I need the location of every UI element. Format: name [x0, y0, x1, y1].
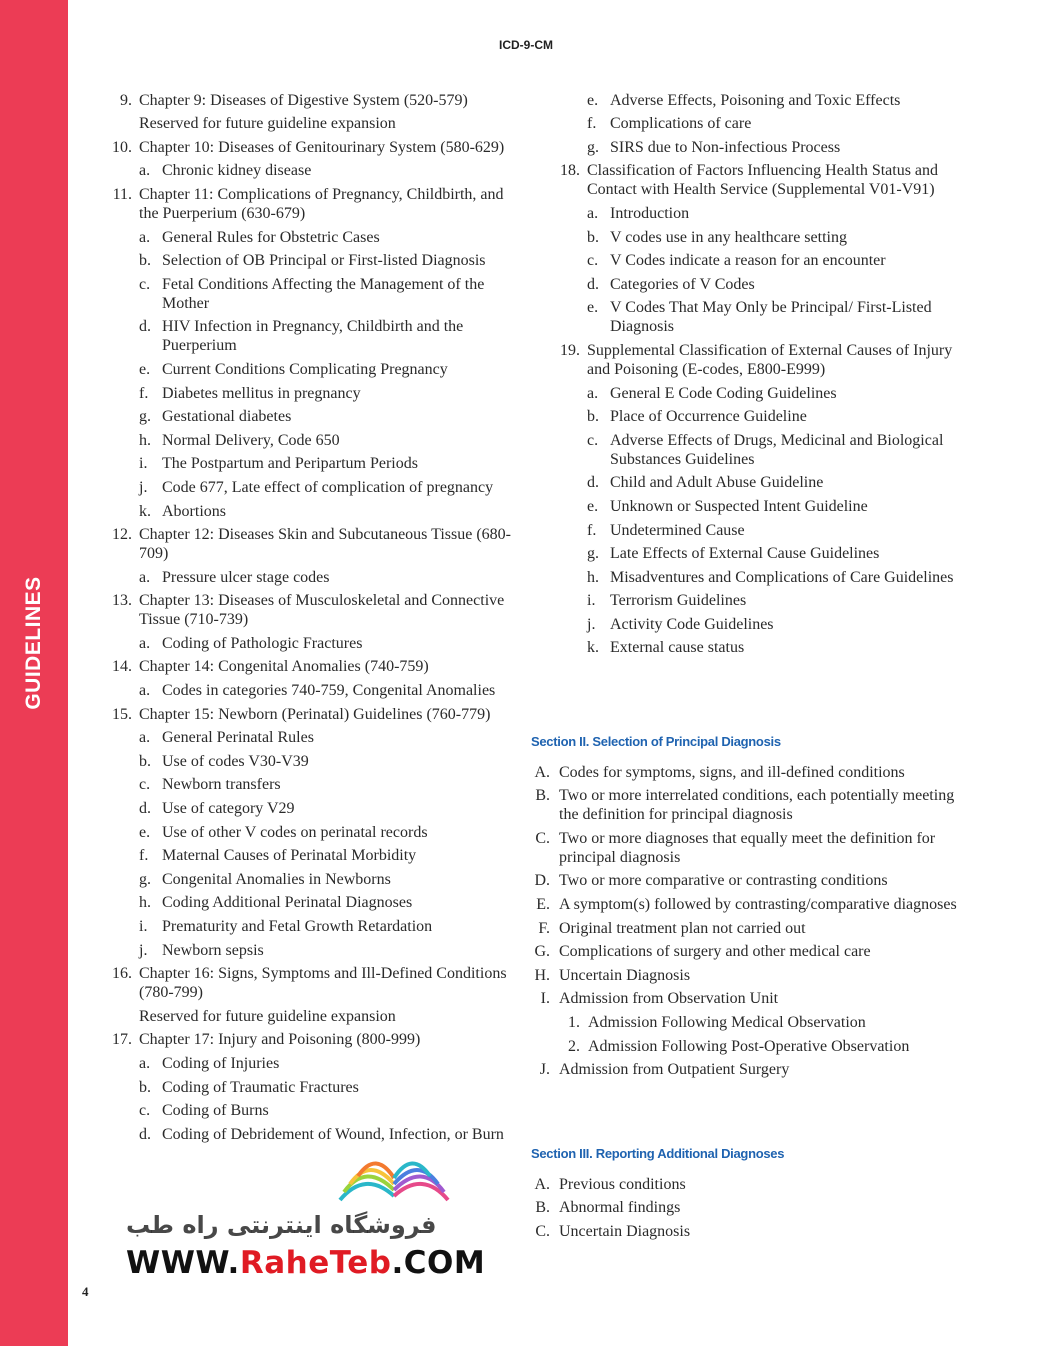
item-text: V codes use in any healthcare setting — [610, 228, 847, 246]
sub-item-6-6 — [106, 870, 516, 889]
item-text: Admission from Outpatient Surgery — [559, 1061, 790, 1079]
section-item-2 — [528, 829, 968, 867]
sub-item-2-7 — [106, 431, 516, 450]
sub-item-4-10 — [554, 638, 964, 657]
sub-item-2-6 — [106, 407, 516, 426]
item-text: Unknown or Suspected Intent Guideline — [610, 497, 868, 515]
item-text: Supplemental Classification of External Causes of Injury and Poisoning (E-codes, E800-E999) — [587, 341, 953, 378]
item-letter: H. — [534, 966, 550, 984]
item-number: c. — [587, 252, 599, 270]
item-number: g. — [587, 138, 599, 156]
item-letter: G. — [534, 943, 550, 961]
item-letter: F. — [538, 919, 550, 937]
watermark-url[interactable] — [126, 1245, 485, 1281]
item-text: Chapter 14: Congenital Anomalies (740-759) — [139, 658, 429, 676]
item-number: f. — [139, 384, 149, 402]
item-number: a. — [139, 1054, 151, 1072]
item-number: f. — [139, 847, 149, 865]
sub-item-2-9 — [106, 478, 516, 497]
sub-item-4-2 — [554, 431, 964, 469]
item-number: k. — [587, 639, 599, 657]
item-text: Coding of Debridement of Wound, Infection, or Burn — [162, 1125, 504, 1143]
item-number: e. — [587, 497, 599, 515]
item-number: g. — [139, 408, 151, 426]
item-number: b. — [587, 408, 599, 426]
sub-item-2-0 — [106, 228, 516, 247]
section-item-1 — [528, 1198, 968, 1217]
item-text: Selection of OB Principal or First-listed Diagnosis — [162, 252, 486, 270]
item-number: j. — [587, 615, 596, 633]
item-text: Use of other V codes on perinatal records — [162, 823, 428, 841]
item-number: 15. — [112, 705, 132, 723]
sub-item-4-7 — [554, 568, 964, 587]
item-text: Admission from Observation Unit — [559, 990, 779, 1008]
sub-item-3-3 — [554, 275, 964, 294]
section-subitem-8-1 — [528, 1037, 968, 1056]
item-text: Child and Adult Abuse Guideline — [610, 474, 824, 492]
sub-item-6-0 — [106, 728, 516, 747]
item-number: a. — [139, 228, 151, 246]
item-number: g. — [587, 545, 599, 563]
item-number: i. — [139, 455, 148, 473]
item-text: Chapter 15: Newborn (Perinatal) Guidelines (760-779) — [139, 705, 491, 723]
section-item-4 — [528, 895, 968, 914]
item-number: 2. — [568, 1037, 580, 1055]
item-text: Uncertain Diagnosis — [559, 966, 691, 984]
sub-item-6-3 — [106, 799, 516, 818]
item-text: Chapter 11: Complications of Pregnancy, Childbirth, and the Puerperium (630-679) — [139, 185, 504, 222]
item-number: 16. — [112, 965, 132, 983]
guidelines-sidebar — [0, 0, 68, 1346]
sub-item-2-3 — [106, 317, 516, 355]
item-text: Newborn transfers — [162, 776, 281, 794]
item-text: Adverse Effects, Poisoning and Toxic Effects — [610, 91, 901, 109]
right-column — [554, 86, 964, 657]
left-column — [106, 86, 516, 1144]
item-text: Previous conditions — [559, 1175, 686, 1193]
item-letter: J. — [539, 1061, 550, 1079]
sub-item-4-0 — [106, 634, 516, 653]
section-item-8 — [528, 989, 968, 1008]
item-number: a. — [139, 162, 151, 180]
item-number: 10. — [112, 138, 132, 156]
chapter-note: Reserved for future guideline expansion — [139, 115, 396, 133]
section-item-2 — [528, 1222, 968, 1241]
sub-item-2-10 — [106, 502, 516, 521]
item-text: Two or more comparative or contrasting conditions — [559, 872, 888, 890]
item-text: Chapter 13: Diseases of Musculoskeletal and Connective Tissue (710-739) — [139, 592, 505, 629]
sub-item-2-8 — [106, 454, 516, 473]
section-item-6 — [528, 942, 968, 961]
item-number: 13. — [112, 592, 132, 610]
item-text: Chapter 12: Diseases Skin and Subcutaneous Tissue (680-709) — [139, 526, 511, 563]
item-text: A symptom(s) followed by contrasting/comparative diagnoses — [559, 895, 957, 913]
item-text: Late Effects of External Cause Guidelines — [610, 545, 880, 563]
item-text: Introduction — [610, 204, 690, 222]
section-item-1 — [528, 786, 968, 824]
item-text: SIRS due to Non-infectious Process — [610, 138, 841, 156]
item-text: Current Conditions Complicating Pregnancy — [162, 360, 448, 378]
section-3-title: Section III. Reporting Additional Diagnoses — [531, 1146, 785, 1161]
section-item-3 — [528, 871, 968, 890]
item-number: e. — [587, 299, 599, 317]
item-number: d. — [139, 1125, 151, 1143]
item-text: V Codes indicate a reason for an encounter — [610, 252, 886, 270]
item-letter: B. — [535, 1199, 550, 1217]
item-text: Codes in categories 740-759, Congenital Anomalies — [162, 682, 496, 700]
item-text: Complications of care — [610, 115, 752, 133]
item-text: Chapter 9: Diseases of Digestive System (520-579) — [139, 91, 468, 109]
chapter-item-1 — [106, 138, 516, 157]
chapter-note: Reserved for future guideline expansion — [139, 1007, 396, 1025]
item-text: Misadventures and Complications of Care Guidelines — [610, 568, 954, 586]
item-number: a. — [587, 204, 599, 222]
chapter-item-4 — [554, 341, 964, 379]
item-text: Normal Delivery, Code 650 — [162, 431, 340, 449]
item-number: k. — [139, 502, 151, 520]
item-number: 12. — [112, 526, 132, 544]
book-logo-icon — [330, 1148, 460, 1208]
item-text: Coding of Burns — [162, 1102, 269, 1120]
item-number: d. — [587, 275, 599, 293]
sub-item-2 — [554, 138, 964, 157]
item-letter: A. — [534, 1175, 550, 1193]
sub-item-4-3 — [554, 473, 964, 492]
item-text: Terrorism Guidelines — [610, 592, 747, 610]
sub-item-3-0 — [554, 204, 964, 223]
item-number: d. — [139, 318, 151, 336]
sub-item-4-0 — [554, 384, 964, 403]
sub-item-0 — [554, 91, 964, 110]
chapter-item-0 — [106, 91, 516, 110]
item-text: General Perinatal Rules — [162, 729, 314, 747]
item-number: c. — [587, 431, 599, 449]
item-text: General Rules for Obstetric Cases — [162, 228, 380, 246]
item-text: Gestational diabetes — [162, 408, 292, 426]
item-number: 18. — [560, 162, 580, 180]
sub-item-8-3 — [106, 1125, 516, 1144]
item-text: Pressure ulcer stage codes — [162, 568, 330, 586]
item-text: V Codes That May Only be Principal/ First-Listed Diagnosis — [610, 299, 932, 336]
item-text: Abortions — [162, 502, 226, 520]
chapter-item-7 — [106, 964, 516, 1002]
item-text: Uncertain Diagnosis — [559, 1222, 691, 1240]
item-number: a. — [139, 682, 151, 700]
sub-item-5-0 — [106, 681, 516, 700]
item-number: e. — [139, 823, 151, 841]
item-number: 9. — [120, 91, 132, 109]
sub-item-6-2 — [106, 775, 516, 794]
item-number: 19. — [560, 341, 580, 359]
sub-item-8-1 — [106, 1078, 516, 1097]
item-text: Newborn sepsis — [162, 941, 264, 959]
sub-item-1 — [554, 114, 964, 133]
section-item-0 — [528, 1175, 968, 1194]
chapter-item-6 — [106, 705, 516, 724]
item-number: 17. — [112, 1031, 132, 1049]
item-text: Coding of Injuries — [162, 1054, 280, 1072]
item-number: d. — [139, 800, 151, 818]
item-text: Abnormal findings — [559, 1199, 681, 1217]
item-number: c. — [139, 275, 151, 293]
chapter-item-2 — [106, 185, 516, 223]
sidebar-label: GUIDELINES — [22, 576, 45, 710]
sub-item-6-7 — [106, 893, 516, 912]
item-number: i. — [139, 918, 148, 935]
section-item-0 — [528, 763, 968, 782]
item-letter: D. — [534, 872, 550, 890]
item-text: Two or more interrelated conditions, each potentially meeting the definition for principal diagnosis — [559, 787, 955, 824]
watermark-url-prefix: WWW. — [126, 1245, 240, 1281]
item-number: a. — [139, 568, 151, 586]
item-text: General E Code Coding Guidelines — [610, 384, 837, 402]
item-text: Prematurity and Fetal Growth Retardation — [162, 918, 433, 935]
chapter-item-4 — [106, 591, 516, 629]
item-text: Categories of V Codes — [610, 275, 755, 293]
item-number: 1. — [568, 1013, 580, 1031]
item-number: b. — [139, 752, 151, 770]
item-text: Place of Occurrence Guideline — [610, 408, 807, 426]
item-text: Chronic kidney disease — [162, 162, 312, 180]
chapter-item-3 — [554, 161, 964, 199]
item-text: Fetal Conditions Affecting the Management of the Mother — [162, 275, 485, 312]
item-text: Congenital Anomalies in Newborns — [162, 870, 391, 888]
sub-item-6-5 — [106, 846, 516, 865]
item-number: j. — [139, 478, 148, 496]
item-number: b. — [587, 228, 599, 246]
section-3-list — [528, 1170, 968, 1241]
chapter-item-5 — [106, 657, 516, 676]
sub-item-4-6 — [554, 544, 964, 563]
item-text: Complications of surgery and other medical care — [559, 943, 871, 961]
sub-item-4-5 — [554, 521, 964, 540]
sub-item-3-1 — [554, 228, 964, 247]
chapter-item-3 — [106, 525, 516, 563]
item-number: c. — [139, 1102, 151, 1120]
sub-item-2-1 — [106, 251, 516, 270]
watermark-url-brand: RaheTeb — [239, 1245, 392, 1281]
item-number: a. — [139, 729, 151, 747]
section-item-7 — [528, 966, 968, 985]
item-number: j. — [139, 941, 148, 959]
item-number: a. — [587, 384, 599, 402]
item-letter: C. — [535, 1222, 550, 1240]
item-number: h. — [587, 568, 599, 586]
sub-item-6-4 — [106, 823, 516, 842]
sub-item-6-1 — [106, 752, 516, 771]
sub-item-3-2 — [554, 251, 964, 270]
item-text: Undetermined Cause — [610, 521, 745, 539]
item-text: Admission Following Post-Operative Observation — [588, 1037, 910, 1055]
page-header: ICD-9-CM — [499, 38, 553, 52]
item-number: h. — [139, 431, 151, 449]
item-text: Activity Code Guidelines — [610, 615, 774, 633]
item-letter: A. — [534, 763, 550, 781]
sub-item-1-0 — [106, 161, 516, 180]
item-text: Use of codes V30-V39 — [162, 752, 309, 770]
item-text: Code 677, Late effect of complication of pregnancy — [162, 478, 494, 496]
item-letter: C. — [535, 829, 550, 847]
sub-item-4-4 — [554, 497, 964, 516]
sub-item-2-2 — [106, 275, 516, 313]
item-number: e. — [587, 91, 599, 109]
sub-item-2-5 — [106, 384, 516, 403]
item-number: a. — [139, 634, 151, 652]
chapter-item-8 — [106, 1030, 516, 1049]
item-text: External cause status — [610, 639, 745, 657]
item-text: HIV Infection in Pregnancy, Childbirth and the Puerperium — [162, 318, 464, 355]
item-number: e. — [139, 360, 151, 378]
section-2-title: Section II. Selection of Principal Diagnosis — [531, 734, 781, 749]
section-2-list — [528, 758, 968, 1079]
item-text: Chapter 10: Diseases of Genitourinary System (580-629) — [139, 138, 505, 156]
item-letter: I. — [540, 990, 550, 1008]
item-text: Chapter 16: Signs, Symptoms and Ill-Defined Conditions (780-799) — [139, 965, 507, 1002]
item-text: Codes for symptoms, signs, and ill-defined conditions — [559, 763, 905, 781]
item-letter: B. — [535, 787, 550, 805]
page-number: 4 — [82, 1284, 89, 1299]
item-number: f. — [587, 115, 597, 133]
item-number: f. — [587, 521, 597, 539]
item-text: Maternal Causes of Perinatal Morbidity — [162, 847, 417, 865]
section-item-9 — [528, 1060, 968, 1079]
section-subitem-8-0 — [528, 1013, 968, 1032]
item-text: Original treatment plan not carried out — [559, 919, 806, 937]
item-number: d. — [587, 474, 599, 492]
item-letter: E. — [536, 895, 550, 913]
item-text: Chapter 17: Injury and Poisoning (800-999) — [139, 1031, 421, 1049]
item-text: Diabetes mellitus in pregnancy — [162, 384, 361, 402]
item-text: Coding of Pathologic Fractures — [162, 634, 363, 652]
item-text: Use of category V29 — [162, 800, 295, 818]
item-number: i. — [587, 592, 596, 610]
item-number: b. — [139, 1078, 151, 1096]
item-text: Two or more diagnoses that equally meet the definition for principal diagnosis — [559, 829, 936, 866]
item-text: Classification of Factors Influencing Health Status and Contact with Health Service (Supplemental V01-V91) — [587, 162, 939, 199]
item-text: Adverse Effects of Drugs, Medicinal and Biological Substances Guidelines — [610, 431, 944, 468]
watermark-store-name: فروشگاه اینترنتی راه طب — [126, 1211, 437, 1239]
section-item-5 — [528, 919, 968, 938]
item-number: b. — [139, 252, 151, 270]
item-text: The Postpartum and Peripartum Periods — [162, 455, 418, 473]
sub-item-4-1 — [554, 407, 964, 426]
item-number: c. — [139, 776, 151, 794]
sub-item-8-2 — [106, 1101, 516, 1120]
sub-item-2-4 — [106, 360, 516, 379]
sub-item-3-4 — [554, 298, 964, 336]
sub-item-8-0 — [106, 1054, 516, 1073]
item-number: g. — [139, 870, 151, 888]
sub-item-6-9 — [106, 941, 516, 960]
item-text: Admission Following Medical Observation — [588, 1013, 866, 1031]
item-text: Coding Additional Perinatal Diagnoses — [162, 894, 413, 912]
item-text: Coding of Traumatic Fractures — [162, 1078, 359, 1096]
sub-item-3-0 — [106, 568, 516, 587]
item-number: h. — [139, 894, 151, 912]
item-number: 14. — [112, 658, 132, 676]
item-number: 11. — [112, 185, 132, 203]
sub-item-4-8 — [554, 591, 964, 610]
watermark-url-suffix: .COM — [391, 1245, 486, 1281]
sub-item-6-8 — [106, 917, 516, 936]
sub-item-4-9 — [554, 615, 964, 634]
